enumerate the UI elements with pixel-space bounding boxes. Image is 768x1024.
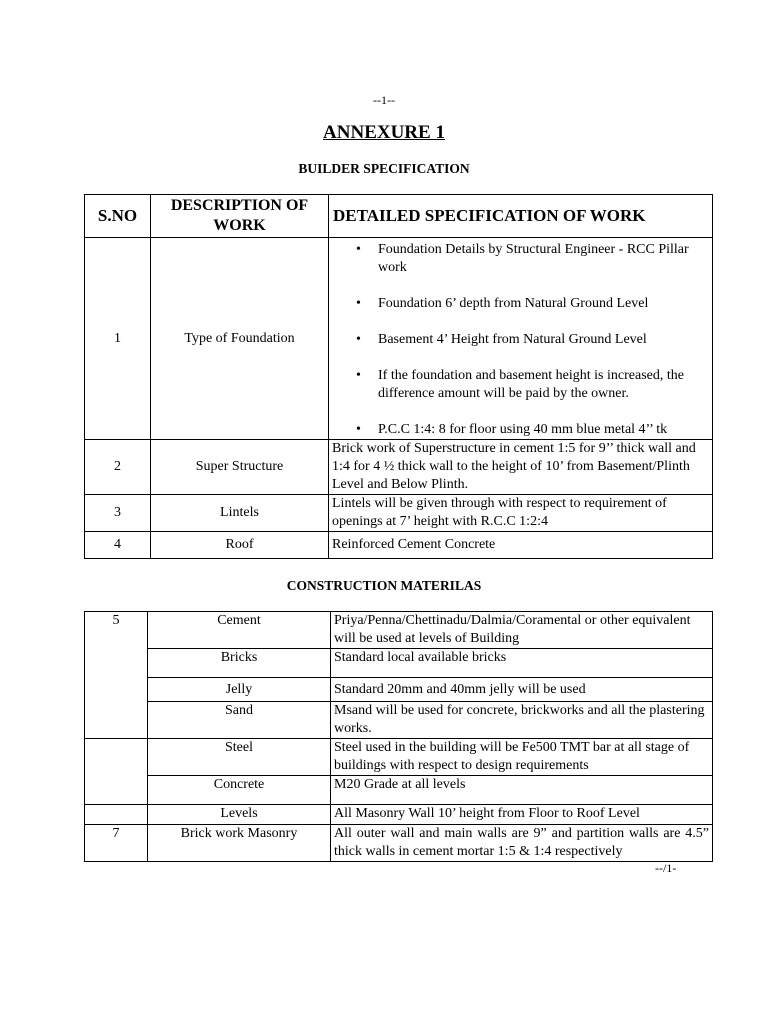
- row-detail: Brick work of Superstructure in cement 1:5 for 9’’ thick wall and 1:4 for 4 ½ thick wall to the height of 10’ from Basement/Plinth Level and Below Plinth.: [329, 440, 713, 495]
- column-header-detail: DETAILED SPECIFICATION OF WORK: [329, 195, 713, 238]
- materials-table: [84, 611, 713, 862]
- row-sno: [85, 739, 148, 776]
- material-name: Brick work Masonry: [148, 825, 331, 862]
- builder-spec-table: [84, 194, 713, 559]
- row-sno: 2: [85, 440, 151, 495]
- list-item: [356, 421, 709, 439]
- row-sno: [85, 805, 148, 825]
- material-name: Bricks: [148, 649, 331, 678]
- row-detail: Lintels will be given through with respect to requirement of openings at 7’ height with R.C.C 1:2:4: [329, 495, 713, 532]
- row-description: Roof: [151, 532, 329, 559]
- row-sno: 3: [85, 495, 151, 532]
- row-detail: [329, 238, 713, 440]
- column-header-description: DESCRIPTION OF WORK: [151, 195, 329, 238]
- material-name: Jelly: [148, 678, 331, 702]
- row-detail: Reinforced Cement Concrete: [329, 532, 713, 559]
- column-header-sno: S.NO: [85, 195, 151, 238]
- material-name: Cement: [148, 612, 331, 649]
- row-sno: [85, 649, 148, 678]
- row-sno: [85, 702, 148, 739]
- page-subtitle: BUILDER SPECIFICATION: [298, 161, 470, 176]
- material-detail: Msand will be used for concrete, brickworks and all the plastering works.: [331, 702, 713, 739]
- table-row: [85, 440, 713, 495]
- table-row: [85, 678, 713, 702]
- bullet-icon: •: [356, 296, 361, 311]
- table-row: [85, 612, 713, 649]
- list-item: [356, 367, 709, 403]
- page-number-top: --1--: [373, 93, 395, 107]
- row-description: Type of Foundation: [151, 238, 329, 440]
- bullet-text: P.C.C 1:4: 8 for floor using 40 mm blue metal 4’’ tk: [378, 422, 668, 437]
- bullet-text: Foundation 6’ depth from Natural Ground Level: [378, 296, 649, 311]
- material-detail: Standard local available bricks: [331, 649, 713, 678]
- bullet-icon: •: [356, 422, 361, 437]
- row-sno: 7: [85, 825, 148, 862]
- table-row: [85, 805, 713, 825]
- row-sno: 4: [85, 532, 151, 559]
- table-row: [85, 739, 713, 776]
- material-detail: Priya/Penna/Chettinadu/Dalmia/Coramental or other equivalent will be used at levels of Building: [331, 612, 713, 649]
- material-name: Levels: [148, 805, 331, 825]
- table-row: [85, 776, 713, 805]
- table-row: [85, 825, 713, 862]
- bullet-text: Foundation Details by Structural Engineer - RCC Pillar work: [378, 242, 689, 275]
- material-name: Steel: [148, 739, 331, 776]
- page-title: ANNEXURE 1: [323, 122, 445, 143]
- row-sno: [85, 678, 148, 702]
- material-detail: All outer wall and main walls are 9” and partition walls are 4.5” thick walls in cement mortar 1:5 & 1:4 respectively: [331, 825, 713, 862]
- table-row: [85, 532, 713, 559]
- row-sno: [85, 776, 148, 805]
- row-sno: 5: [85, 612, 148, 649]
- table-row: [85, 702, 713, 739]
- bullet-text: If the foundation and basement height is increased, the difference amount will be paid by the owner.: [378, 368, 684, 401]
- material-detail: Standard 20mm and 40mm jelly will be used: [331, 678, 713, 702]
- table-row: [85, 495, 713, 532]
- bullet-icon: •: [356, 242, 361, 257]
- table-row: [85, 649, 713, 678]
- list-item: [356, 295, 709, 313]
- row-description: Lintels: [151, 495, 329, 532]
- material-detail: Steel used in the building will be Fe500 TMT bar at all stage of buildings with respect to design requirements: [331, 739, 713, 776]
- bullet-text: Basement 4’ Height from Natural Ground Level: [378, 332, 647, 347]
- bullet-icon: •: [356, 368, 361, 383]
- row-sno: 1: [85, 238, 151, 440]
- page-number-bottom: --/1-: [655, 861, 677, 875]
- row-description: Super Structure: [151, 440, 329, 495]
- material-name: Concrete: [148, 776, 331, 805]
- list-item: [356, 331, 709, 349]
- material-name: Sand: [148, 702, 331, 739]
- bullet-list: [332, 241, 709, 439]
- table-header-row: [85, 195, 713, 238]
- material-detail: All Masonry Wall 10’ height from Floor to Roof Level: [331, 805, 713, 825]
- section-heading-materials: CONSTRUCTION MATERILAS: [286, 578, 482, 593]
- bullet-icon: •: [356, 332, 361, 347]
- list-item: [356, 241, 709, 277]
- table-row: [85, 238, 713, 440]
- material-detail: M20 Grade at all levels: [331, 776, 713, 805]
